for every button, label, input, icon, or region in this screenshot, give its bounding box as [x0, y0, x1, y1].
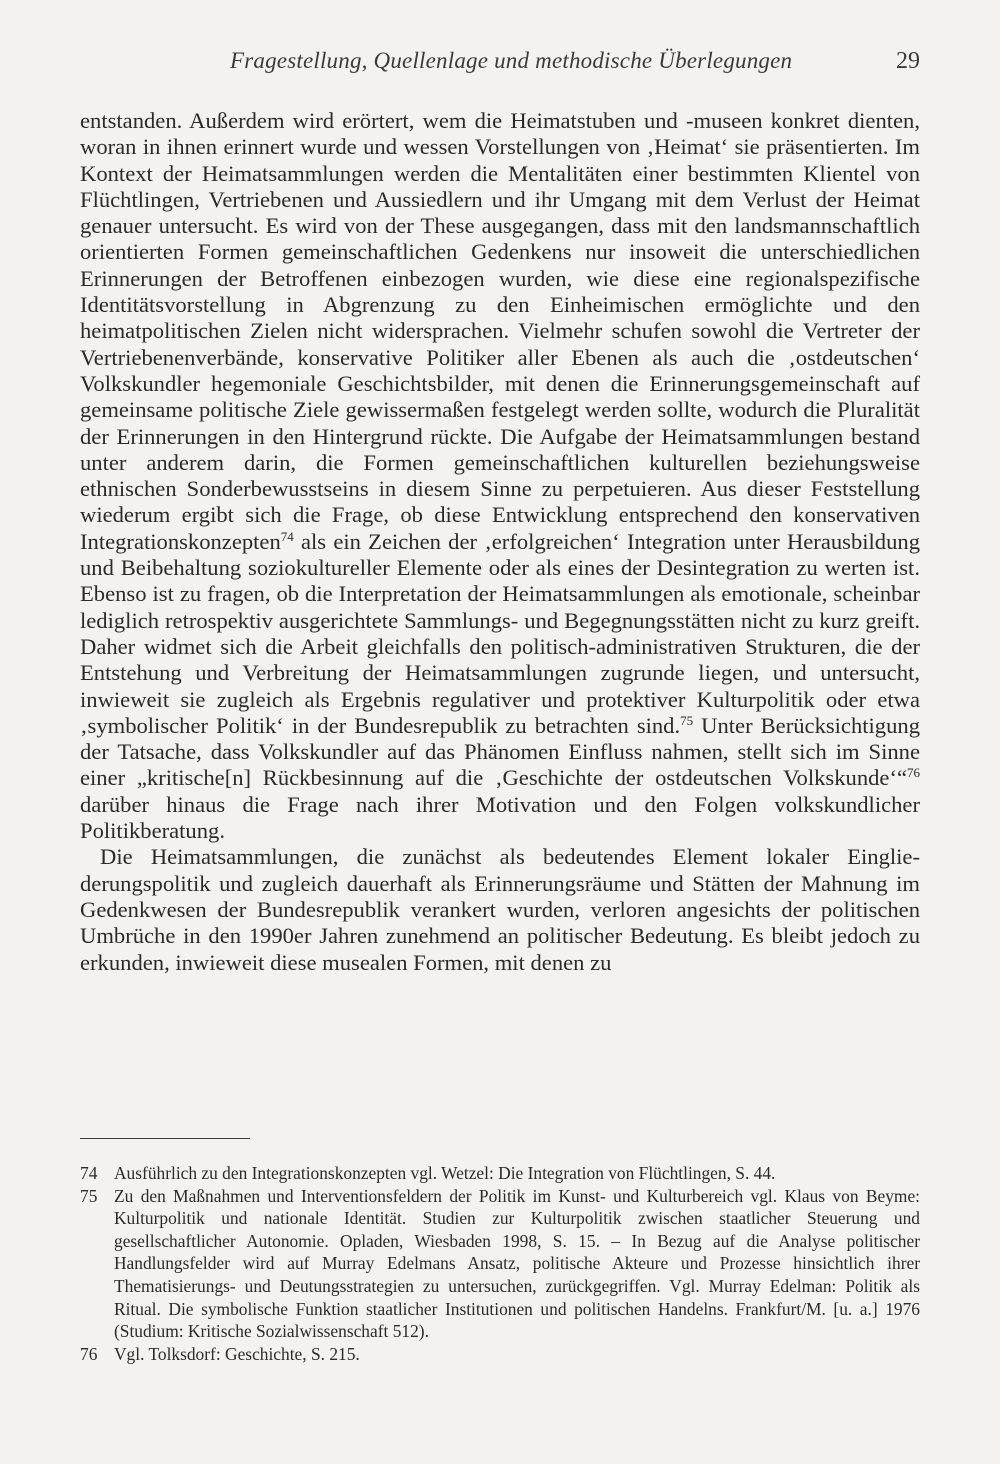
paragraph: Die Heimatsammlungen, die zunächst als bedeutendes Element lokaler Eingliederungspolitik und zugleich dauerhaft als Erinnerungsräume und Stätten der Mahnung im Gedenkwesen der Bundesrepublik verankert wurden, verloren angesichts der politischen Umbrüche in den 1990er Jahren zunehmend an politischer Bedeutung. Es bleibt jedoch zu erkunden, inwieweit diese musealen Formen, mit denen zu	[80, 844, 920, 975]
paragraph	[80, 108, 920, 844]
footnote	[80, 1162, 920, 1185]
footnotes	[80, 1162, 920, 1365]
footnote	[80, 1185, 920, 1343]
footnote-divider	[80, 1138, 250, 1139]
footnote-text: Zu den Maßnahmen und Interventionsfeldern der Politik im Kunst- und Kulturbereich vgl. Klaus von Beyme: Kulturpolitik und nationale Identität. Studien zur Kulturpolitik zwischen staatlicher Steuerung und gesellschaftlicher Autonomie. Opladen, Wiesbaden 1998, S. 15. – In Bezug auf die Analyse politischer Handlungsfelder wird auf Murray Edelmans Ansatz, politische Akteure und Prozesse hinsichtlich ihrer Thematisierungs- und Deutungsstrategien zu untersuchen, zurückgegriffen. Vgl. Murray Edelman: Politik als Ritual. Die symbolische Funktion staatlicher Institutionen und politischen Handelns. Frankfurt/M. [u. a.] 1976 (Studium: Kritische Sozialwissenschaft 512).	[114, 1185, 920, 1342]
paragraph-text: als ein Zeichen der ‚erfolgreichen‘ Integration unter Herausbildung und Beibehaltung soziokultureller Elemente oder als eines der Desintegration zu werten ist. Ebenso ist zu fragen, ob die Interpretation der Heimatsammlungen als emotionale, scheinbar lediglich retrospektiv ausgerichtete Sammlungs- und Begegnungsstätten nicht zu kurz greift. Daher widmet sich die Arbeit gleichfalls den politisch-administrativen Strukturen, die der Entstehung und Verbreitung der Heimatsammlungen zugrunde liegen, und untersucht, inwieweit sie zugleich als Ergebnis regulativer und protektiver Kulturpolitik oder etwa ‚symbolischer Politik‘ in der Bundesrepublik zu betrachten sind.	[80, 528, 920, 738]
running-head	[80, 48, 920, 84]
footnote-text: Ausführlich zu den Integrationskonzepten vgl. Wetzel: Die Integration von Flüchtlingen, S. 44.	[114, 1163, 776, 1183]
paragraph-text: Unter Berücksichtigung der Tatsache, dass Volkskundler auf das Phänomen Einfluss nahmen, stellt sich im Sinne einer „kritische[n] Rückbesinnung auf die ‚Geschichte der ostdeutschen Volkskunde‘“	[80, 712, 920, 791]
footnote	[80, 1343, 920, 1366]
footnote-reference[interactable]: 74	[280, 528, 294, 544]
footnote-text: Vgl. Tolksdorf: Geschichte, S. 215.	[114, 1343, 360, 1364]
page-number: 29	[896, 48, 920, 74]
running-title: Fragestellung, Quellenlage und methodische Überlegungen	[230, 48, 793, 73]
paragraph-text: entstanden. Außerdem wird erörtert, wem die Heimatstuben und -museen konkret dienten, woran in ihnen erinnert wurde und wessen Vorstellungen von ‚Heimat‘ sie präsentierten. Im Kontext der Heimatsammlungen werden die Mentalitäten einer bestimmten Klientel von Flüchtlingen, Vertriebenen und Aussiedlern und ihr Umgang mit dem Verlust der Heimat genauer untersucht. Es wird von der These ausgegangen, dass mit den landsmannschaftlich orientierten Formen gemeinschaftlichen Gedenkens nur insoweit die unterschiedlichen Erinnerungen der Betroffenen einbezogen wurden, wie diese eine regionalspezifische Identitätsvorstellung in Abgrenzung zu den Einheimischen ermöglichte und den heimatpolitischen Zielen nicht widersprachen. Vielmehr schufen sowohl die Vertreter der Vertriebenenverbände, konservative Politiker aller Ebenen als auch die ‚ostdeutschen‘ Volkskundler hegemoniale Geschichtsbilder, mit denen die Erinnerungsgemeinschaft auf gemeinsame politische Ziele gewissermaßen festgelegt werden sollte, wodurch die Pluralität der Erinnerungen in den Hintergrund rückte. Die Aufgabe der Heimatsammlungen bestand unter anderem darin, die Formen gemeinschaftlichen kulturellen beziehungsweise ethnischen Sonderbewusstseins in diesem Sinne zu perpetuieren. Aus dieser Feststellung wiederum ergibt sich die Frage, ob diese Entwicklung entsprechend den konservativen Integrationskonzepten	[80, 108, 920, 554]
body-text	[80, 108, 920, 976]
paragraph-text: darüber hinaus die Frage nach ihrer Motivation und den Folgen volkskundlicher Politikberatung.	[80, 791, 920, 844]
footnote-number: 74	[80, 1163, 98, 1183]
footnote-reference[interactable]: 76	[907, 765, 920, 781]
footnote-reference[interactable]: 75	[680, 712, 694, 728]
footnote-number: 75	[80, 1185, 98, 1206]
footnote-number: 76	[80, 1343, 98, 1364]
